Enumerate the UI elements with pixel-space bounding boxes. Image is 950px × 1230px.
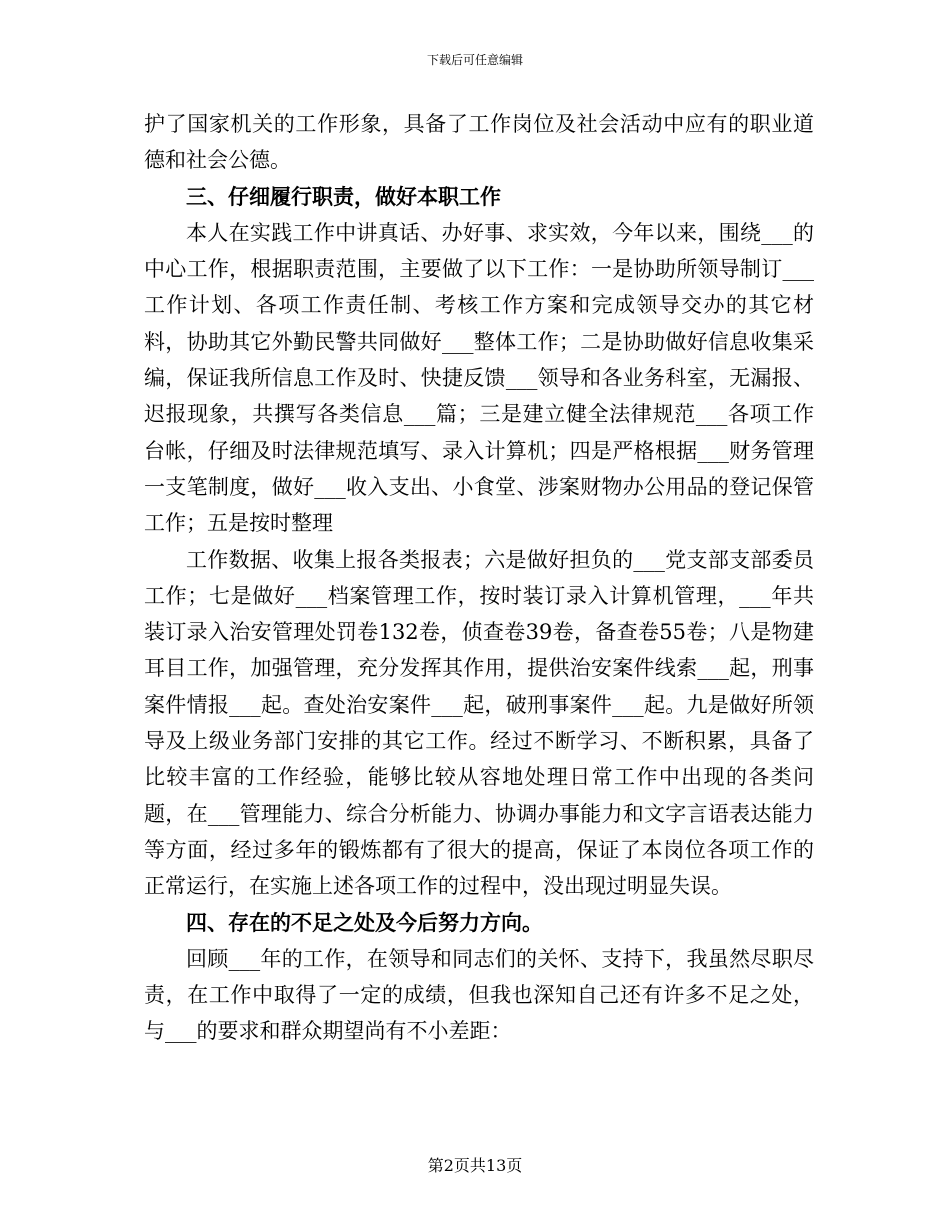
- paragraph-continuation: 护了国家机关的工作形象，具备了工作岗位及社会活动中应有的职业道德和社会公德。: [144, 112, 814, 173]
- paragraph-review: 回顾___年的工作，在领导和同志们的关怀、支持下，我虽然尽职尽责，在工作中取得了一定的成绩，但我也深知自己还有许多不足之处，与___的要求和群众期望尚有不小差距：: [144, 946, 814, 1044]
- document-body: [144, 106, 814, 1050]
- section-heading-3: 三、仔细履行职责，做好本职工作: [186, 183, 501, 209]
- page-number-footer: 第2页共13页: [427, 1156, 523, 1175]
- page-header: 下载后可任意编辑: [426, 53, 523, 67]
- paragraph-work-details: 工作数据、收集上报各类报表；六是做好担负的___党支部支部委员工作；七是做好___档案管理工作，按时装订录入计算机管理，___年共装订录入治安管理处罚卷132卷，侦查卷39卷，备查卷55卷；八是物建耳目工作，加强管理，充分发挥其作用，提供治安案件线索___起，刑事案件情报___起。查处治安案件___起，破刑事案件___起。九是做好所领导及上级业务部门安排的其它工作。经过不断学习、不断积累，具备了比较丰富的工作经验，能够比较从容地处理日常工作中出现的各类问题，在___管理能力、综合分析能力、协调办事能力和文字言语表达能力等方面，经过多年的锻炼都有了很大的提高，保证了本岗位各项工作的正常运行，在实施上述各项工作的过程中，没出现过明显失误。: [144, 547, 814, 899]
- section-heading-4: 四、存在的不足之处及今后努力方向。: [186, 909, 543, 935]
- paragraph-duties: 本人在实践工作中讲真话、办好事、求实效，今年以来，围绕___的中心工作，根据职责范围，主要做了以下工作：一是协助所领导制订___工作计划、各项工作责任制、考核工作方案和完成领导交办的其它材料，协助其它外勤民警共同做好___整体工作；二是协助做好信息收集采编，保证我所信息工作及时、快捷反馈___领导和各业务科室，无漏报、迟报现象，共撰写各类信息___篇；三是建立健全法律规范___各项工作台帐，仔细及时法律规范填写、录入计算机；四是严格根据___财务管理一支笔制度，做好___收入支出、小食堂、涉案财物办公用品的登记保管工作；五是按时整理: [144, 220, 814, 536]
